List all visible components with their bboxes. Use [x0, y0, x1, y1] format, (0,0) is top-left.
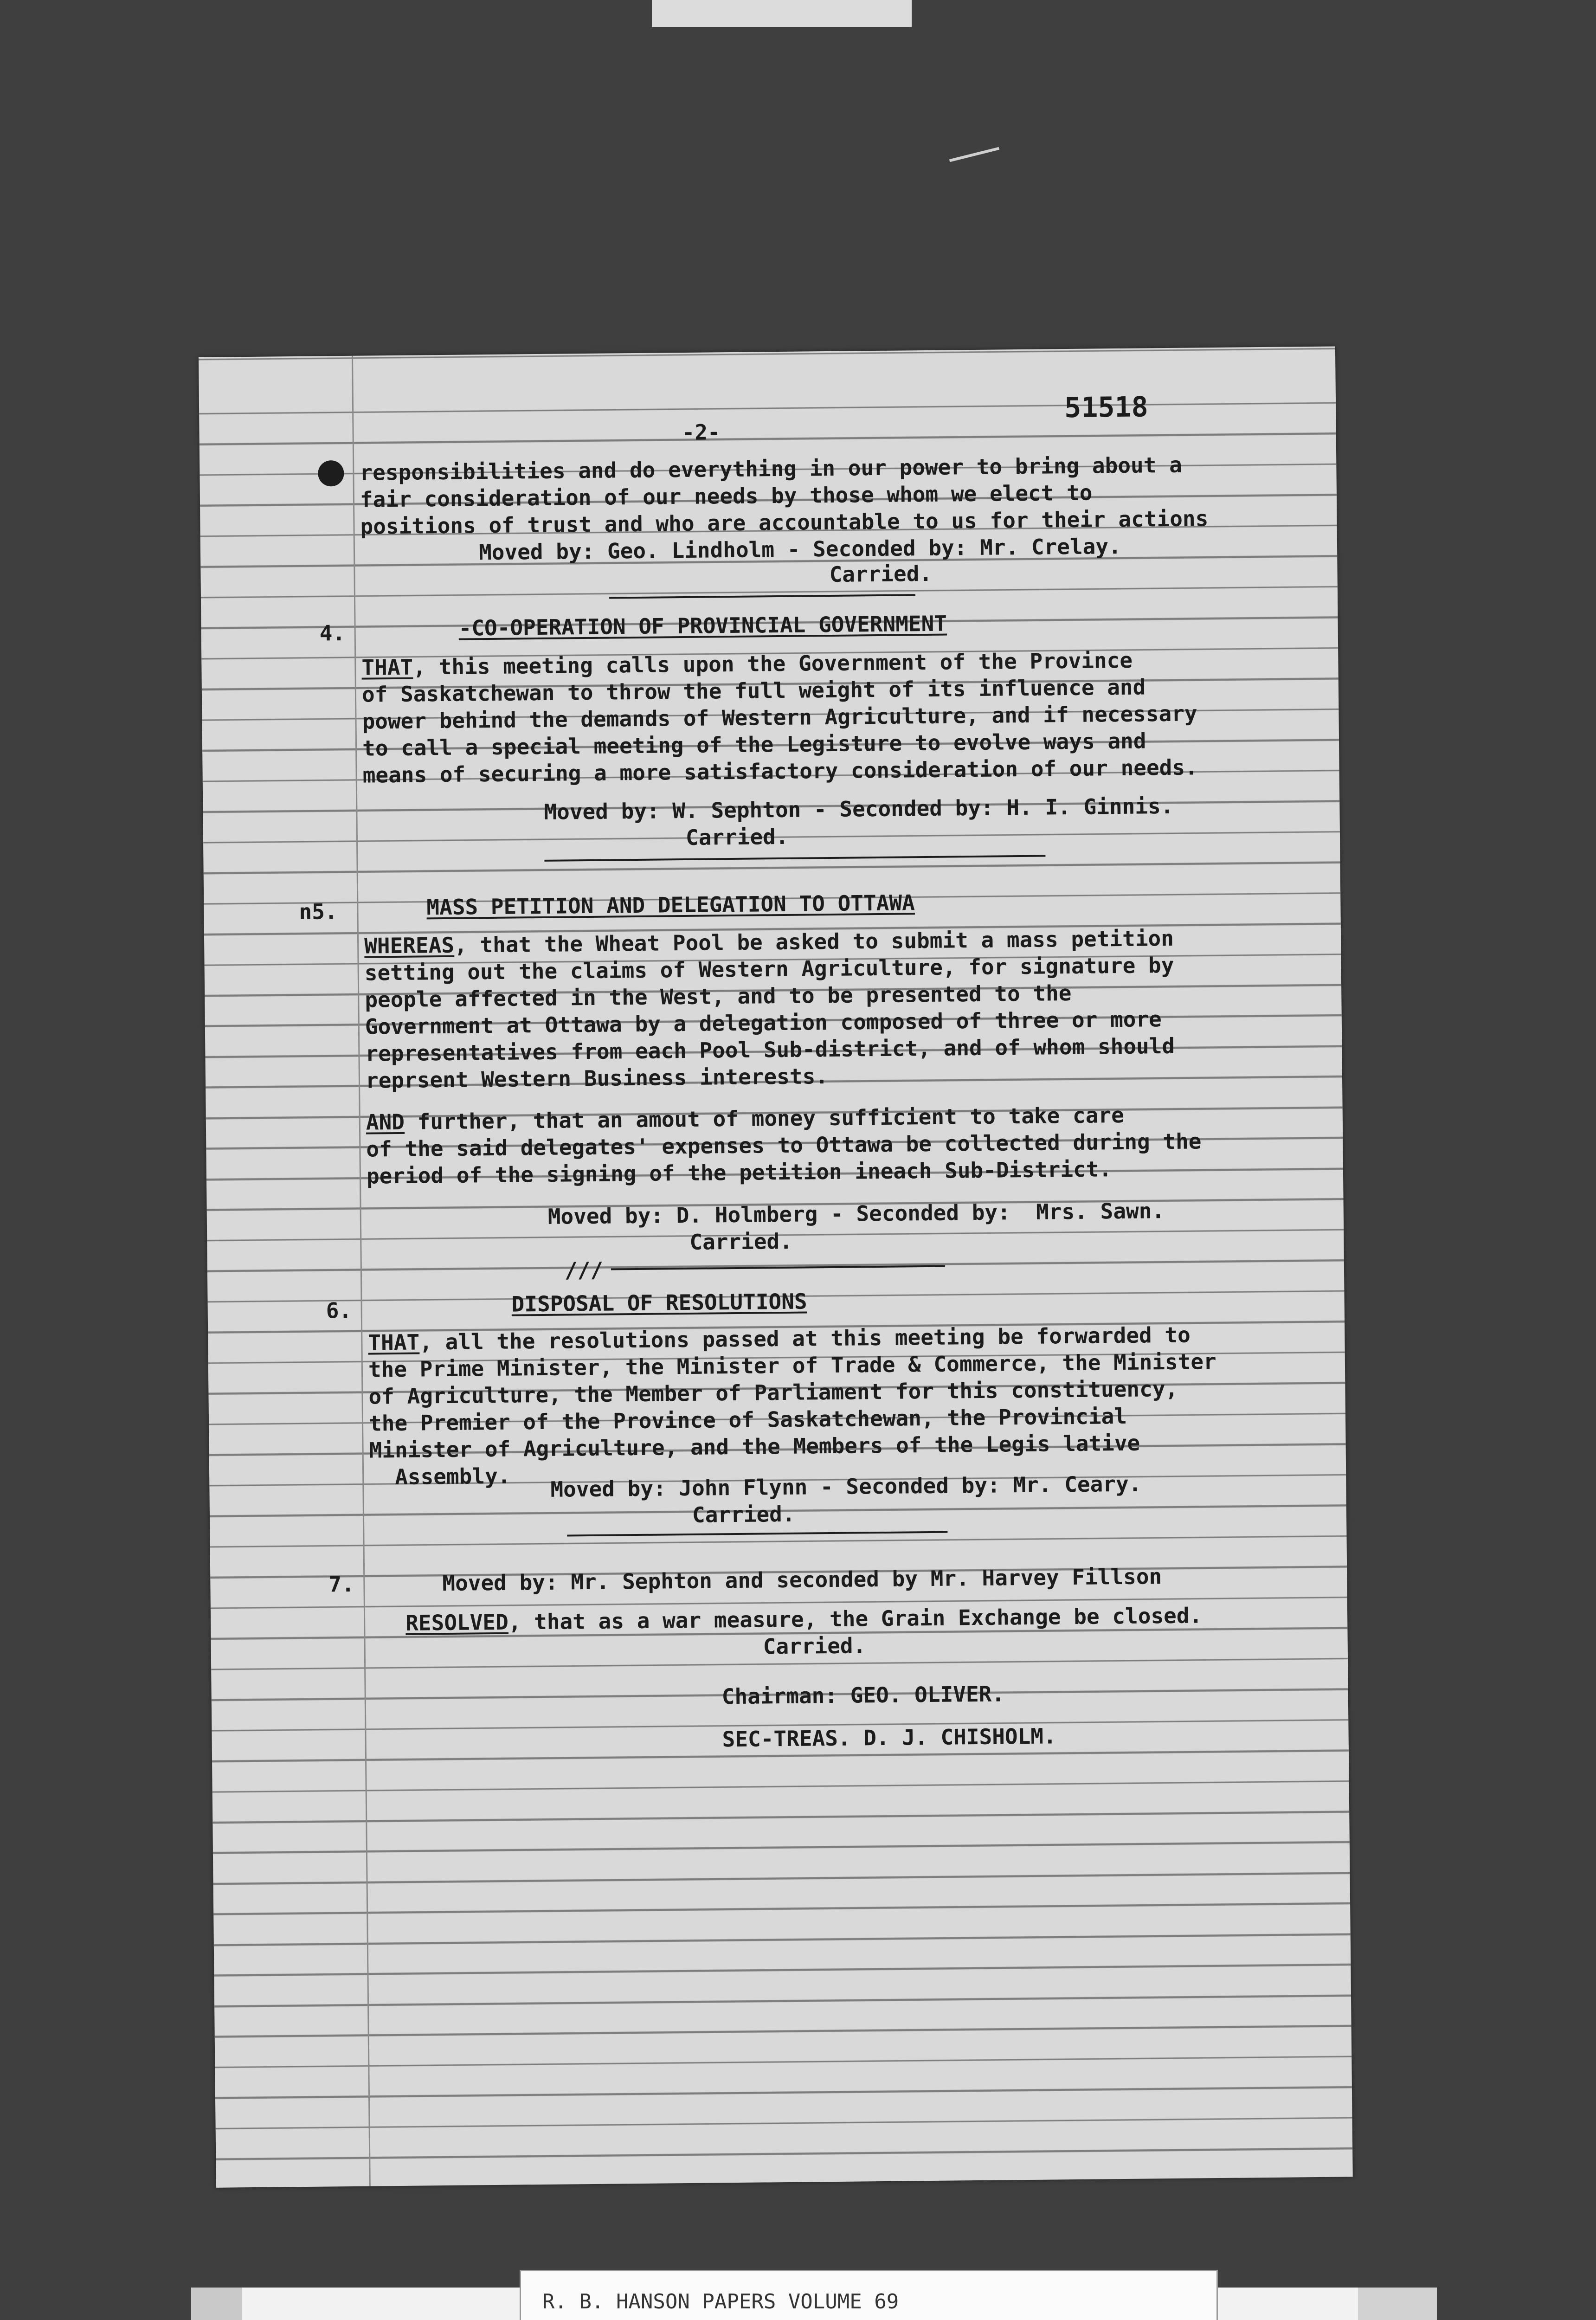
item-paragraph: to call a special meeting of the Legisture to evolve ways and — [362, 728, 1146, 761]
item-paragraph: THAT, all the resolutions passed at this meeting be forwarded to — [368, 1322, 1191, 1355]
card-edge — [191, 2288, 242, 2320]
moved-line: Moved by: D. Holmberg - Seconded by: Mrs. Sawn. — [547, 1198, 1165, 1229]
item-paragraph: of Saskatchewan to throw the full weight of its influence and — [361, 674, 1146, 707]
item-paragraph: people affected in the West, and to be presented to the — [365, 980, 1072, 1012]
body-line: positions of trust and who are accountable to us for their actions — [360, 506, 1209, 539]
typed-document-page — [199, 346, 1353, 2187]
chairman-signature: Chairman: GEO. OLIVER. — [721, 1681, 1005, 1709]
scan-scratch — [949, 147, 999, 162]
carried-line: Carried. — [692, 1501, 795, 1527]
item-paragraph: Minister of Agriculture, and the Members of the Legis lative — [369, 1430, 1140, 1463]
carried-line: Carried. — [763, 1633, 866, 1659]
volume-label: R. B. HANSON PAPERS VOLUME 69 — [520, 2270, 1218, 2320]
item-paragraph: period of the signing of the petition ineach Sub-District. — [366, 1156, 1112, 1189]
margin-line — [352, 356, 371, 2186]
item-number: 7. — [328, 1571, 355, 1597]
body-line: responsibilities and do everything in our power to bring about a — [360, 452, 1183, 485]
lead-word: AND — [366, 1109, 405, 1135]
lead-word: THAT — [361, 654, 413, 680]
item-paragraph: setting out the claims of Western Agriculture, for signature by — [364, 952, 1174, 986]
item-paragraph: THAT, this meeting calls upon the Government of the Province — [361, 647, 1133, 680]
item-paragraph: reprsent Western Business interests. — [365, 1063, 829, 1093]
item-paragraph: of Agriculture, the Member of Parliament for this constituency, — [368, 1376, 1178, 1409]
lead-word: THAT — [368, 1329, 420, 1355]
carried-line: Carried. — [829, 561, 933, 587]
card-edge — [1358, 2288, 1437, 2320]
item-heading: MASS PETITION AND DELEGATION TO OTTAWA — [426, 890, 915, 920]
moved-line: Moved by: Geo. Lindholm - Seconded by: Mr. Crelay. — [478, 533, 1121, 565]
rule-prefix: /// — [564, 1257, 604, 1283]
item-paragraph: the Premier of the Province of Saskatchewan, the Provincial — [368, 1403, 1127, 1436]
sec-treas-signature: SEC-TREAS. D. J. CHISHOLM. — [722, 1723, 1056, 1752]
page-marker: -2- — [682, 419, 721, 445]
item-paragraph: Assembly. — [394, 1463, 511, 1490]
moved-line: Moved by: Mr. Sephton and seconded by Mr. Harvey Fillson — [442, 1564, 1162, 1596]
body-line: fair consideration of our needs by those whom we elect to — [360, 480, 1093, 512]
item-paragraph: representatives from each Pool Sub-district, and of whom should — [365, 1033, 1175, 1066]
document-number: 51518 — [1064, 391, 1149, 425]
carried-line: Carried. — [685, 824, 789, 850]
item-heading: -CO-OPERATION OF PROVINCIAL GOVERNMENT — [458, 611, 947, 641]
separator-rule — [609, 594, 915, 599]
moved-line: Moved by: John Flynn - Seconded by: Mr. Ceary. — [550, 1471, 1142, 1502]
item-number: n5. — [299, 899, 338, 924]
item-paragraph: AND further, that an amout of money sufficient to take care — [366, 1102, 1125, 1135]
item-heading: DISPOSAL OF RESOLUTIONS — [511, 1289, 807, 1317]
lead-word: WHEREAS — [364, 932, 455, 959]
item-paragraph: power behind the demands of Western Agriculture, and if necessary — [362, 701, 1197, 734]
item-paragraph: the Prime Minister, the Minister of Trade & Commerce, the Minister — [368, 1349, 1216, 1382]
lead-word: RESOLVED — [405, 1609, 509, 1636]
item-paragraph: Government at Ottawa by a delegation composed of three or more — [365, 1006, 1162, 1039]
item-paragraph: of the said delegates' expenses to Ottawa be collected during the — [366, 1128, 1202, 1162]
separator-rule — [544, 855, 1045, 862]
separator-rule — [611, 1265, 945, 1270]
separator-rule — [567, 1531, 947, 1537]
item-paragraph: RESOLVED, that as a war measure, the Grain Exchange be closed. — [405, 1603, 1203, 1636]
item-paragraph: means of securing a more satisfactory consideration of our needs. — [362, 754, 1198, 788]
item-paragraph: WHEREAS, that the Wheat Pool be asked to submit a mass petition — [364, 925, 1174, 959]
item-number: 4. — [319, 620, 346, 646]
carried-line: Carried. — [689, 1228, 793, 1255]
top-film-tab — [652, 0, 912, 27]
moved-line: Moved by: W. Sephton - Seconded by: H. I. Ginnis. — [544, 793, 1174, 825]
punch-hole — [318, 460, 344, 487]
item-number: 6. — [326, 1297, 352, 1323]
